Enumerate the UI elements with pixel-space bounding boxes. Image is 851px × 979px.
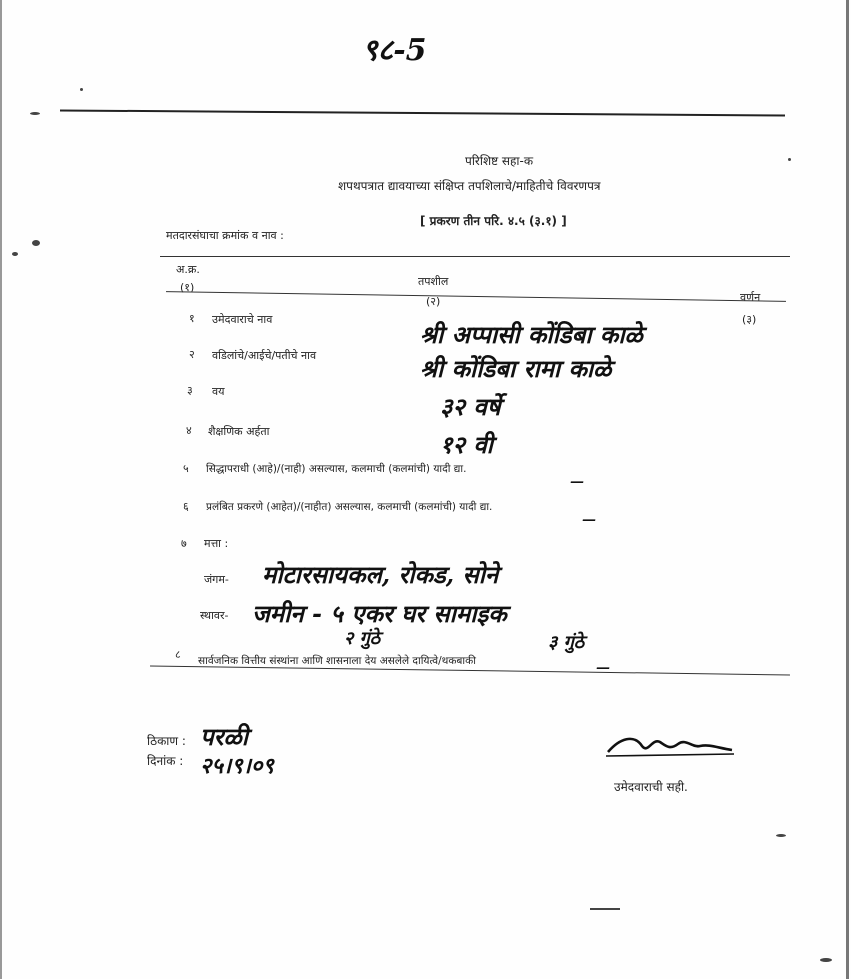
- row-label: मत्ता :: [204, 537, 229, 550]
- row-label: प्रलंबित प्रकरणे (आहेत)/(नाहीत) असल्यास, कलमाची (कलमांची) यादी द्या.: [206, 501, 493, 513]
- col-detail-header: तपशील: [418, 275, 449, 288]
- date-label: दिनांक :: [147, 754, 184, 768]
- scan-speck: [12, 252, 18, 256]
- row-number: ३: [187, 384, 193, 397]
- row-number: ८: [175, 648, 181, 661]
- scan-speck: [776, 834, 786, 837]
- scan-speck: [788, 158, 791, 161]
- col-detail-num: (२): [426, 295, 441, 308]
- row-label: वडिलांचे/आईचे/पतीचे नाव: [212, 349, 317, 362]
- scan-speck: [30, 112, 40, 115]
- row-number: १: [189, 312, 195, 325]
- top-rule: [60, 109, 785, 116]
- scan-speck: [590, 908, 620, 910]
- convictions-value: —: [570, 474, 584, 490]
- place-value: परळी: [200, 722, 248, 751]
- liabilities-value: —: [596, 660, 610, 676]
- col-serial-num: (१): [180, 281, 195, 294]
- movable-assets-value: मोटारसायकल, रोकड, सोने: [262, 560, 499, 589]
- row-label: सार्वजनिक वित्तीय संस्थांना आणि शासनाला देय असलेले दायित्वे/थकबाकी: [198, 655, 476, 667]
- scan-speck: [32, 240, 40, 246]
- row-number: ६: [183, 500, 189, 513]
- column-header-bottom-rule: [166, 291, 786, 302]
- parent-name-value: श्री कोंडिबा रामा काळे: [420, 354, 612, 383]
- age-value: ३२ वर्षे: [440, 392, 501, 421]
- row-label: सिद्धापराधी (आहे)/(नाही) असल्यास, कलमाची (कलमांची) यादी द्या.: [206, 463, 467, 475]
- immovable-assets-subvalue: २ गुंठे: [344, 628, 381, 649]
- scan-speck: [846, 0, 849, 979]
- immovable-assets-label: स्थावर-: [200, 609, 229, 622]
- immovable-assets-value: जमीन - ५ एकर घर सामाइक: [252, 599, 507, 628]
- pending-cases-value: —: [582, 512, 596, 528]
- row-label: शैक्षणिक अर्हता: [208, 425, 270, 438]
- date-value: २५।९।०९: [200, 753, 274, 779]
- row-number: २: [189, 348, 195, 361]
- col-description-header: वर्णन: [740, 291, 761, 304]
- page-number: ९८-5: [362, 33, 427, 68]
- row-number: ७: [181, 537, 187, 550]
- appendix-label: परिशिष्ट सहा-क: [465, 154, 534, 168]
- constituency-label: मतदारसंघाचा क्रमांक व नाव :: [166, 229, 284, 242]
- col-description-num: (३): [742, 313, 757, 326]
- education-value: १२ वी: [440, 430, 493, 459]
- scan-speck: [0, 0, 2, 979]
- col-serial-header: अ.क्र.: [176, 263, 200, 276]
- row-number: ५: [183, 462, 189, 475]
- movable-assets-label: जंगम-: [204, 573, 229, 586]
- candidate-name-value: श्री अप्पासी कोंडिबा काळे: [420, 320, 643, 349]
- row-label: वय: [212, 385, 225, 398]
- immovable-assets-subvalue: ३ गुंठे: [548, 632, 585, 653]
- row-label: उमेदवाराचे नाव: [212, 313, 273, 326]
- form-reference: [ प्रकरण तीन परि. ४.५ (३.१) ]: [420, 214, 567, 228]
- form-title: शपथपत्रात द्यावयाच्या संक्षिप्त तपशिलाचे/माहितीचे विवरणपत्र: [338, 179, 601, 193]
- place-label: ठिकाण :: [147, 734, 186, 748]
- signature-mark: [600, 728, 740, 762]
- row-number: ४: [186, 424, 192, 437]
- column-header-top-rule: [160, 256, 790, 257]
- scan-speck: [80, 88, 83, 91]
- signature-label: उमेदवाराची सही.: [614, 780, 688, 794]
- scan-speck: [820, 958, 832, 962]
